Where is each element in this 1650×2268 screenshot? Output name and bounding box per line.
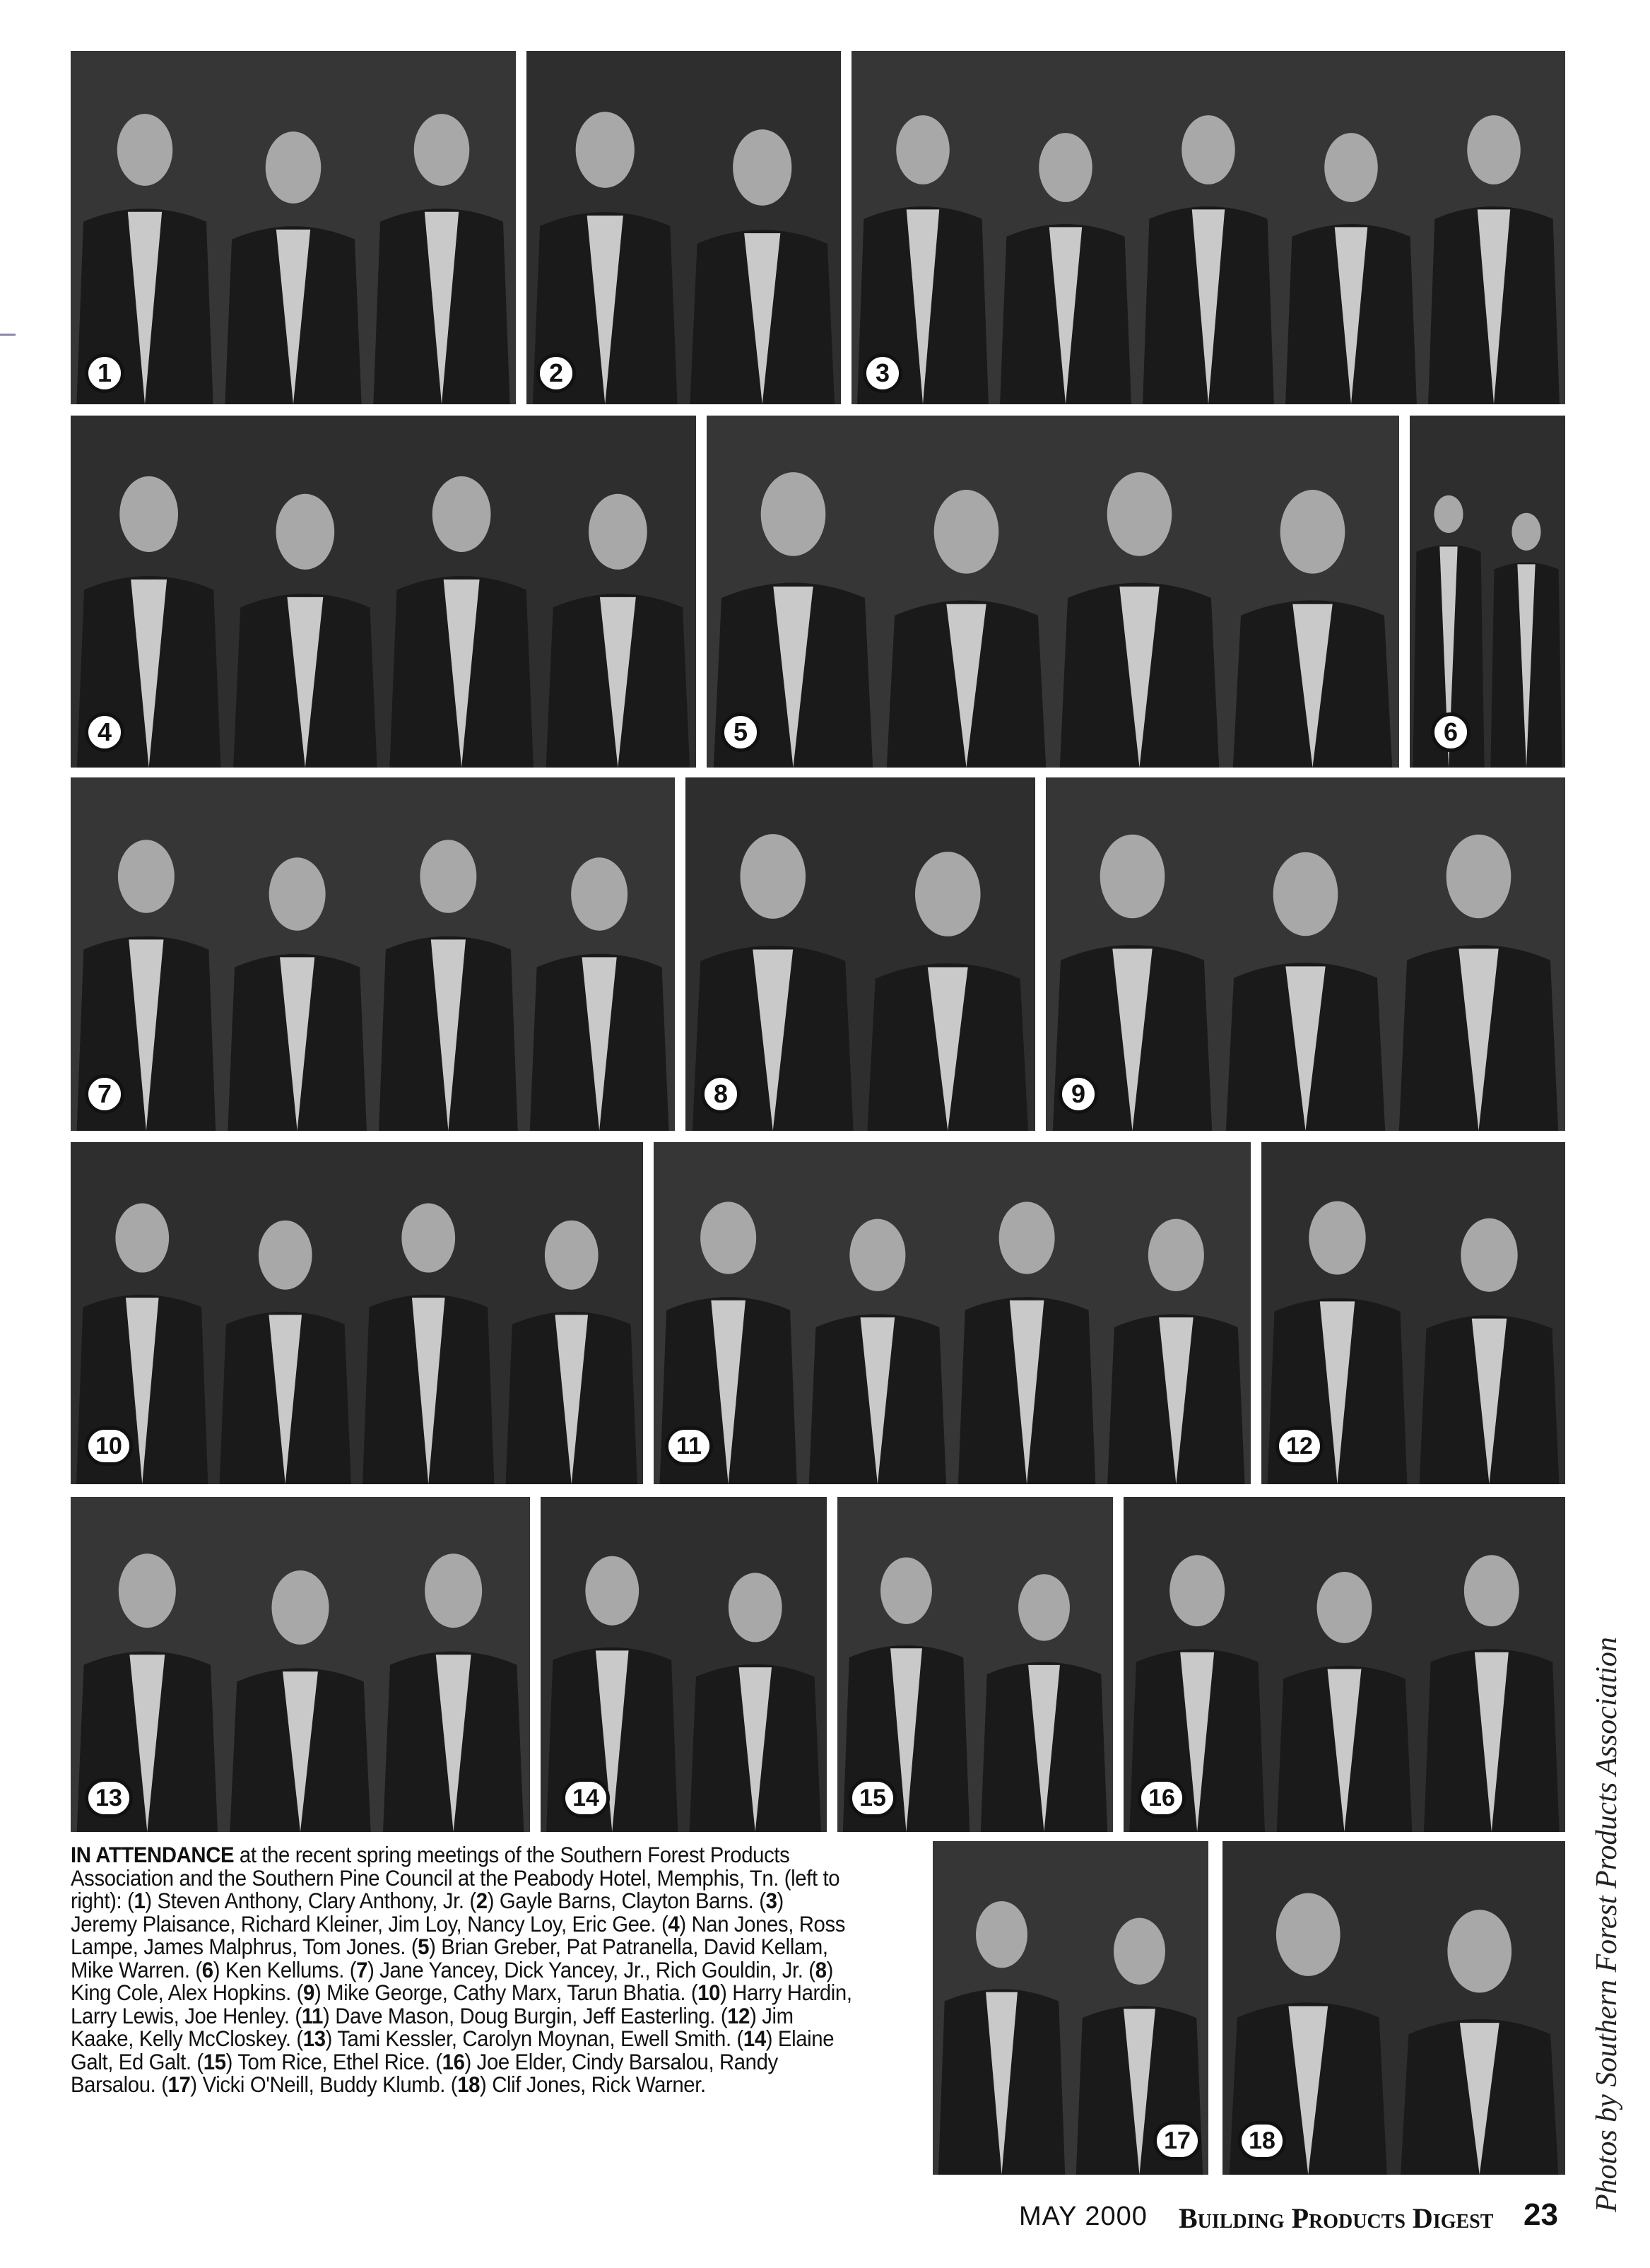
photo-number-6: 6 bbox=[1431, 712, 1471, 752]
photo-number-7: 7 bbox=[85, 1074, 124, 1114]
caption-entry-number: 5 bbox=[418, 1934, 430, 1959]
caption-entry-number: 11 bbox=[301, 2002, 324, 2028]
caption-entry: (16) Joe Elder, Cindy Barsalou, Randy Barsalou. bbox=[71, 2048, 778, 2097]
photo-number-2: 2 bbox=[536, 353, 576, 393]
photo-16 bbox=[1124, 1497, 1565, 1832]
caption-entry: (2) Gayle Barns, Clayton Barns. bbox=[469, 1888, 754, 1913]
caption-entry-names: Tom Rice, Ethel Rice. bbox=[237, 2048, 430, 2074]
caption-entry-number: 7 bbox=[356, 1956, 368, 1982]
photo-3 bbox=[851, 51, 1565, 404]
caption-entry-names: Tami Kessler, Carolyn Moynan, Ewell Smith. bbox=[337, 2026, 731, 2051]
caption-lead: IN ATTENDANCE bbox=[71, 1842, 235, 1867]
photo-number-10: 10 bbox=[85, 1426, 133, 1466]
caption-entry: (4) Nan Jones, Ross Lampe, James Malphrus, Tom Jones. bbox=[71, 1910, 846, 1959]
photo-6 bbox=[1410, 416, 1565, 768]
footer-magazine: Building Products Digest bbox=[1179, 2202, 1494, 2234]
caption-entry: (17) Vicki O'Neill, Buddy Klumb. bbox=[161, 2072, 446, 2097]
photo-15 bbox=[837, 1497, 1113, 1832]
caption-entry: (6) Ken Kellums. bbox=[195, 1956, 345, 1982]
photo-image bbox=[707, 416, 1399, 768]
caption-entry: (3) Jeremy Plaisance, Richard Kleiner, Jim Loy, Nancy Loy, Eric Gee. bbox=[71, 1888, 784, 1937]
caption-entry-number: 10 bbox=[697, 1980, 721, 2005]
photo-number-5: 5 bbox=[721, 712, 760, 752]
caption-entry-names: Clif Jones, Rick Warner. bbox=[492, 2072, 706, 2097]
photo-caption bbox=[71, 1843, 853, 2096]
caption-entry-names: Elaine Galt, Ed Galt. bbox=[71, 2026, 835, 2074]
caption-entry-names: Gayle Barns, Clayton Barns. bbox=[499, 1888, 754, 1913]
photo-number-18: 18 bbox=[1238, 2121, 1286, 2161]
caption-entry: (5) Brian Greber, Pat Patranella, David Kellam, Mike Warren. bbox=[71, 1934, 828, 1982]
caption-entry: (18) Clif Jones, Rick Warner. bbox=[450, 2072, 706, 2097]
photo-number-4: 4 bbox=[85, 712, 124, 752]
photo-18 bbox=[1222, 1841, 1565, 2175]
photo-9 bbox=[1046, 777, 1565, 1131]
photo-image bbox=[71, 1497, 530, 1832]
caption-entry-names: Jim Kaake, Kelly McCloskey. bbox=[71, 2002, 794, 2051]
caption-entry: (15) Tom Rice, Ethel Rice. bbox=[196, 2048, 430, 2074]
caption-entry: (1) Steven Anthony, Clary Anthony, Jr. bbox=[127, 1888, 464, 1913]
caption-entry: (7) Jane Yancey, Dick Yancey, Jr., Rich Gouldin, Jr. bbox=[349, 1956, 803, 1982]
caption-entry-names: Brian Greber, Pat Patranella, David Kellam, Mike Warren. bbox=[71, 1934, 828, 1982]
photo-2 bbox=[526, 51, 841, 404]
photo-5 bbox=[707, 416, 1399, 768]
caption-entry-number: 15 bbox=[203, 2048, 226, 2074]
caption-entry-number: 6 bbox=[201, 1956, 213, 1982]
caption-entry-number: 16 bbox=[442, 2048, 465, 2074]
caption-entry: (8) King Cole, Alex Hopkins. bbox=[71, 1956, 834, 2005]
caption-entry-names: Jeremy Plaisance, Richard Kleiner, Jim Loy, Nancy Loy, Eric Gee. bbox=[71, 1910, 656, 1937]
photo-14 bbox=[541, 1497, 827, 1832]
caption-entry-number: 12 bbox=[727, 2002, 750, 2028]
caption-entry: (10) Harry Hardin, Larry Lewis, Joe Henley. bbox=[71, 1980, 852, 2028]
photo-credit: Photos by Southern Forest Products Association bbox=[1591, 1637, 1623, 2212]
caption-entry-number: 2 bbox=[476, 1888, 488, 1913]
caption-entry-number: 9 bbox=[303, 1980, 314, 2005]
caption-entry-number: 18 bbox=[457, 2072, 481, 2097]
photo-number-17: 17 bbox=[1153, 2121, 1201, 2161]
caption-entry-names: Harry Hardin, Larry Lewis, Joe Henley. bbox=[71, 1980, 852, 2028]
photo-image bbox=[851, 51, 1565, 404]
photo-number-13: 13 bbox=[85, 1778, 133, 1818]
caption-entry: (11) Dave Mason, Doug Burgin, Jeff Easterling. bbox=[295, 2002, 716, 2028]
photo-number-8: 8 bbox=[701, 1074, 741, 1114]
caption-entry-number: 8 bbox=[815, 1956, 827, 1982]
caption-entry-number: 3 bbox=[765, 1888, 777, 1913]
caption-entry: (13) Tami Kessler, Carolyn Moynan, Ewell Smith. bbox=[296, 2026, 731, 2051]
photo-number-3: 3 bbox=[863, 353, 902, 393]
caption-entry-names: Jane Yancey, Dick Yancey, Jr., Rich Gouldin, Jr. bbox=[379, 1956, 803, 1982]
photo-image bbox=[71, 777, 675, 1131]
photo-4 bbox=[71, 416, 696, 768]
photo-12 bbox=[1261, 1142, 1565, 1484]
photo-image bbox=[1124, 1497, 1565, 1832]
photo-number-12: 12 bbox=[1275, 1426, 1324, 1466]
photo-image bbox=[71, 1142, 643, 1484]
caption-entries bbox=[71, 1888, 852, 2097]
photo-image bbox=[71, 416, 696, 768]
caption-intro: at the recent spring meetings of the Southern Forest Products Association and the Southern Pine Council at the Peabody Hotel, Memphis, Tn. (left to right): bbox=[71, 1842, 840, 1913]
photo-number-11: 11 bbox=[665, 1426, 713, 1466]
photo-image bbox=[685, 777, 1035, 1131]
caption-entry: (14) Elaine Galt, Ed Galt. bbox=[71, 2026, 835, 2074]
caption-entry-names: Ken Kellums. bbox=[225, 1956, 345, 1982]
caption-entry: (12) Jim Kaake, Kelly McCloskey. bbox=[71, 2002, 794, 2051]
photo-image bbox=[71, 51, 516, 404]
photo-number-9: 9 bbox=[1059, 1074, 1098, 1114]
photo-17 bbox=[933, 1841, 1208, 2175]
caption-entry-names: King Cole, Alex Hopkins. bbox=[71, 1980, 291, 2005]
photo-number-1: 1 bbox=[85, 353, 124, 393]
photo-10 bbox=[71, 1142, 643, 1484]
caption-entry-number: 17 bbox=[167, 2072, 191, 2097]
photo-image bbox=[654, 1142, 1251, 1484]
photo-image bbox=[1046, 777, 1565, 1131]
photo-13 bbox=[71, 1497, 530, 1832]
photo-1 bbox=[71, 51, 516, 404]
caption-entry-names: Nan Jones, Ross Lampe, James Malphrus, Tom Jones. bbox=[71, 1910, 846, 1959]
caption-entry-number: 14 bbox=[743, 2026, 766, 2051]
caption-entry-names: Vicki O'Neill, Buddy Klumb. bbox=[202, 2072, 446, 2097]
caption-entry-number: 1 bbox=[134, 1888, 146, 1913]
caption-entry-names: Dave Mason, Doug Burgin, Jeff Easterling. bbox=[335, 2002, 716, 2028]
photo-number-16: 16 bbox=[1138, 1778, 1186, 1818]
photo-image bbox=[526, 51, 841, 404]
caption-entry-names: Steven Anthony, Clary Anthony, Jr. bbox=[157, 1888, 464, 1913]
caption-entry: (9) Mike George, Cathy Marx, Tarun Bhatia. bbox=[296, 1980, 686, 2005]
photo-image bbox=[1410, 416, 1565, 768]
margin-mark bbox=[0, 334, 16, 336]
caption-entry-names: Joe Elder, Cindy Barsalou, Randy Barsalou. bbox=[71, 2048, 778, 2097]
caption-entry-number: 13 bbox=[302, 2026, 326, 2051]
caption-entry-number: 4 bbox=[668, 1910, 680, 1937]
photo-8 bbox=[685, 777, 1035, 1131]
footer-page-number: 23 bbox=[1524, 2197, 1558, 2232]
photo-7 bbox=[71, 777, 675, 1131]
caption-entry-names: Mike George, Cathy Marx, Tarun Bhatia. bbox=[326, 1980, 686, 2005]
photo-number-14: 14 bbox=[562, 1778, 610, 1818]
photo-11 bbox=[654, 1142, 1251, 1484]
footer-date: MAY 2000 bbox=[1019, 2202, 1148, 2231]
photo-number-15: 15 bbox=[849, 1778, 897, 1818]
